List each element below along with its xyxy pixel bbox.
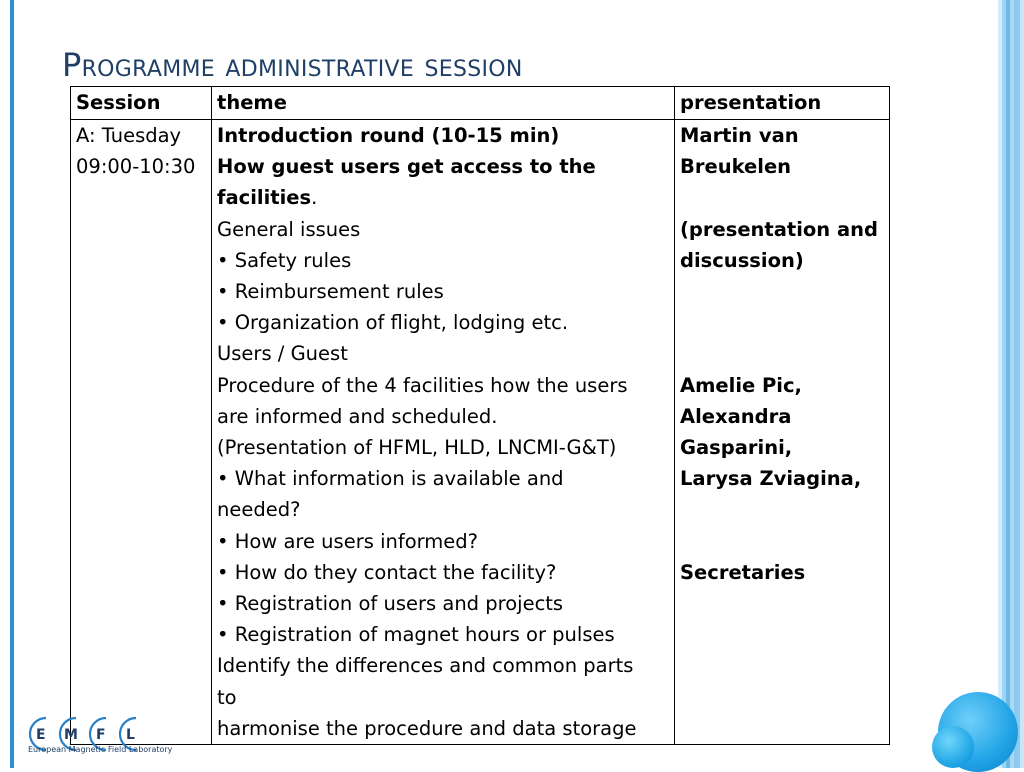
theme-line: (Presentation of HFML, HLD, LNCMI-G&T) — [217, 436, 617, 460]
decorative-circle-small — [932, 726, 974, 768]
logo-letter-f: F — [96, 727, 106, 743]
logo-letter-e: E — [36, 727, 46, 743]
theme-line: • How are users informed? — [217, 529, 479, 553]
theme-line: harmonise the procedure and data storage — [217, 716, 637, 740]
logo-caption: European Magnetic Field Laboratory — [28, 745, 173, 754]
logo-letter-m: M — [64, 727, 78, 743]
theme-line: • Organization of flight, lodging etc. — [217, 311, 569, 335]
spacer — [680, 526, 884, 557]
session-time: 09:00-10:30 — [76, 155, 196, 179]
header-session: Session — [71, 87, 212, 120]
theme-access-2: facilities — [217, 186, 312, 210]
theme-line: • Registration of magnet hours or pulses — [217, 623, 615, 647]
header-theme: theme — [212, 87, 675, 120]
right-decorative-stripes — [994, 0, 1024, 768]
theme-line: are informed and scheduled. — [217, 404, 498, 428]
spacer — [680, 276, 884, 307]
table-header-row — [71, 87, 890, 120]
presenter-name: Secretaries — [680, 560, 806, 584]
spacer — [680, 494, 884, 525]
theme-line: Identify the differences and common parts — [217, 654, 634, 678]
theme-intro: Introduction round (10-15 min) — [217, 124, 560, 147]
presenter-name: Gasparini, — [680, 435, 793, 459]
theme-line: to — [217, 685, 237, 709]
presentation-cell — [675, 120, 890, 745]
theme-line: • What information is available and — [217, 467, 564, 491]
left-accent-rule — [10, 0, 14, 768]
presenter-name: Amelie Pic, — [680, 373, 802, 397]
presenter-name: Larysa Zviagina, — [680, 467, 862, 491]
theme-line: Users / Guest — [217, 342, 348, 366]
spacer — [680, 338, 884, 369]
presenter-name: Martin van — [680, 124, 799, 147]
spacer — [680, 182, 884, 213]
theme-line: General issues — [217, 217, 361, 241]
theme-line: Procedure of the 4 facilities how the users — [217, 373, 628, 397]
theme-line: • How do they contact the facility? — [217, 560, 557, 584]
theme-line: • Safety rules — [217, 248, 352, 272]
presenter-note: discussion) — [680, 248, 804, 272]
header-presentation: presentation — [675, 87, 890, 120]
theme-cell — [212, 120, 675, 745]
presenter-name: Alexandra — [680, 404, 792, 428]
theme-access-1: How guest users get access to the — [217, 155, 596, 179]
emfl-logo — [26, 712, 186, 762]
presenter-name: Breukelen — [680, 155, 792, 179]
presenter-note: (presentation and — [680, 217, 878, 241]
programme-table — [70, 86, 890, 745]
slide-title: Programme administrative session — [62, 46, 523, 84]
theme-access-2-suffix: . — [311, 186, 318, 210]
spacer — [680, 307, 884, 338]
theme-access-2-wrap — [217, 182, 669, 213]
theme-line: • Registration of users and projects — [217, 592, 564, 616]
theme-line: needed? — [217, 498, 301, 522]
logo-letter-l: L — [126, 727, 135, 743]
session-cell — [71, 120, 212, 745]
session-day: A: Tuesday — [76, 124, 182, 147]
theme-line: • Reimbursement rules — [217, 280, 444, 304]
table-row — [71, 120, 890, 745]
